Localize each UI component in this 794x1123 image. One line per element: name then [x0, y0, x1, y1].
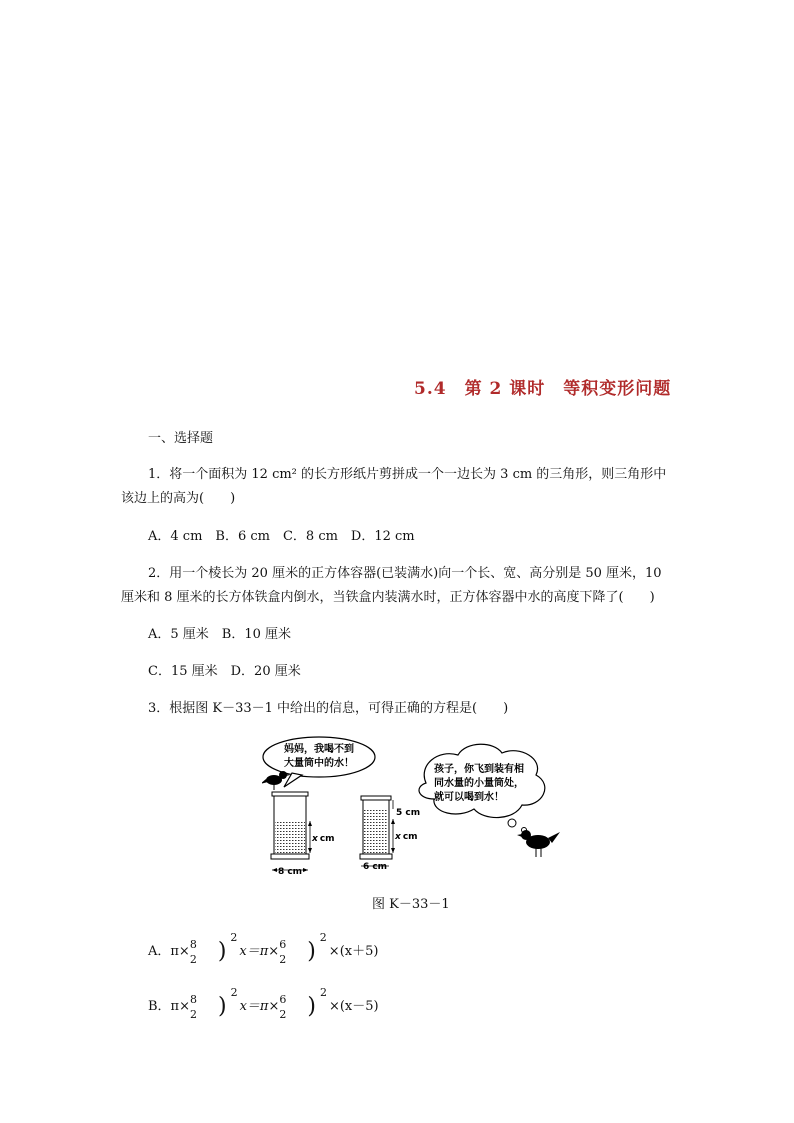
bird-left-icon [262, 771, 290, 790]
small-cylinder [360, 796, 392, 859]
fraction-6-over-2: 6 2 [279, 937, 287, 966]
option-b: B．π× 8 2 )$^2$x＝π× 6 2 )$^2$×(x－5) [148, 986, 379, 1021]
cloud-line-2: 同水量的小量筒处， [434, 778, 524, 789]
thought-cloud-right [419, 744, 545, 832]
option-a: A．π× 8 2 )$^2$x＝π× 6 2 )$^2$×(x＋5) [148, 931, 379, 966]
cloud-line-1: 孩子，你飞到装有相 [434, 764, 524, 775]
lesson-title: 5.4 第 2 课时 等积变形问题 [414, 379, 672, 399]
section-heading: 一、选择题 [148, 431, 214, 446]
bubble-left-line-2: 大量筒中的水！ [284, 758, 354, 769]
label-x-cm-large: x cm [312, 834, 335, 844]
bird-right-icon [517, 830, 560, 857]
question-2-options-1: A．5 厘米 B．10 厘米 [148, 627, 292, 642]
question-3-line-1: 3．根据图 K－33－1 中给出的信息，可得正确的方程是( ) [148, 701, 509, 716]
label-6-cm: 6 cm [362, 862, 388, 872]
question-1-line-2: 该边上的高为( ) [121, 491, 236, 506]
question-2-options-2: C．15 厘米 D．20 厘米 [148, 664, 301, 679]
option-b-label: B．π× [148, 999, 190, 1014]
fraction-8-over-2: 8 2 [189, 937, 197, 966]
large-cylinder [271, 792, 309, 859]
label-x-cm-small: x cm [395, 832, 418, 842]
option-a-label: A．π× [148, 944, 190, 959]
fraction-6-over-2: 6 2 [279, 992, 287, 1021]
question-2-line-2: 厘米和 8 厘米的长方体铁盒内倒水，当铁盒内装满水时，正方体容器中水的高度下降了( ) [121, 590, 655, 605]
question-1-line-1: 1．将一个面积为 12 cm² 的长方形纸片剪拼成一个一边长为 3 cm 的三角形，则三角形中 [148, 467, 667, 482]
label-8-cm: 8 cm [277, 867, 303, 877]
question-2-line-1: 2．用一个棱长为 20 厘米的正方体容器(已装满水)向一个长、宽、高分别是 50 厘米，10 [148, 566, 662, 581]
figure-caption: 图 K－33－1 [372, 897, 450, 912]
fraction-8-over-2: 8 2 [190, 992, 197, 1021]
bubble-left-line-1: 妈妈，我喝不到 [284, 744, 354, 755]
cloud-line-3: 就可以喝到水！ [434, 792, 504, 803]
label-5-cm: 5 cm [396, 808, 421, 818]
question-1-options: A．4 cm B．6 cm C．8 cm D．12 cm [148, 529, 415, 544]
figure-k-33-1 [262, 735, 562, 880]
